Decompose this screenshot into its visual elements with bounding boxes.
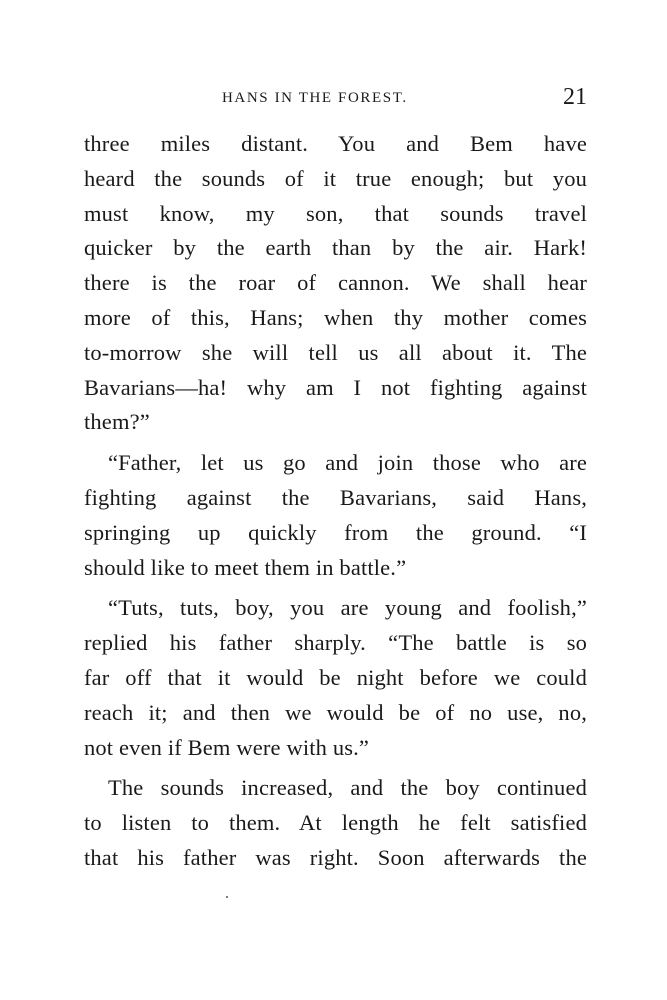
text-line: springing up quickly from the ground. “I <box>84 519 587 545</box>
paper-speck <box>226 896 228 898</box>
text-line: to-morrow she will tell us all about it. The <box>84 339 587 365</box>
text-line: that his father was right. Soon afterwards the <box>84 844 587 870</box>
text-line: quicker by the earth than by the air. Hark! <box>84 235 587 261</box>
running-title: HANS IN THE FOREST. <box>222 90 408 106</box>
body-text <box>84 127 587 876</box>
text-line: must know, my son, that sounds travel <box>84 200 587 226</box>
text-line: Bavarians—ha! why am I not fighting against <box>84 374 587 400</box>
text-line: to listen to them. At length he felt satisfied <box>84 810 587 836</box>
text-line: not even if Bem were with us.” <box>84 734 370 760</box>
text-line: replied his father sharply. “The battle is so <box>84 630 587 656</box>
text-line: “Father, let us go and join those who are <box>108 450 587 476</box>
text-line: fighting against the Bavarians, said Hans, <box>84 484 587 510</box>
text-line: them?” <box>84 409 150 435</box>
paragraph-3 <box>84 591 587 765</box>
paragraph-1 <box>84 127 587 440</box>
text-line: reach it; and then we would be of no use, no, <box>84 699 587 725</box>
paragraph-4 <box>84 771 587 875</box>
text-line: “Tuts, tuts, boy, you are young and foolish,” <box>108 595 587 621</box>
running-head <box>84 84 587 114</box>
text-line: should like to meet them in battle.” <box>84 554 407 580</box>
text-line: there is the roar of cannon. We shall hear <box>84 270 587 296</box>
text-line: three miles distant. You and Bem have <box>84 131 587 156</box>
paragraph-2 <box>84 446 587 585</box>
text-line: The sounds increased, and the boy continued <box>108 775 587 801</box>
text-line: heard the sounds of it true enough; but you <box>84 165 587 191</box>
page-number: 21 <box>563 84 587 110</box>
text-line: far off that it would be night before we could <box>84 664 587 690</box>
text-line: more of this, Hans; when thy mother comes <box>84 304 587 330</box>
